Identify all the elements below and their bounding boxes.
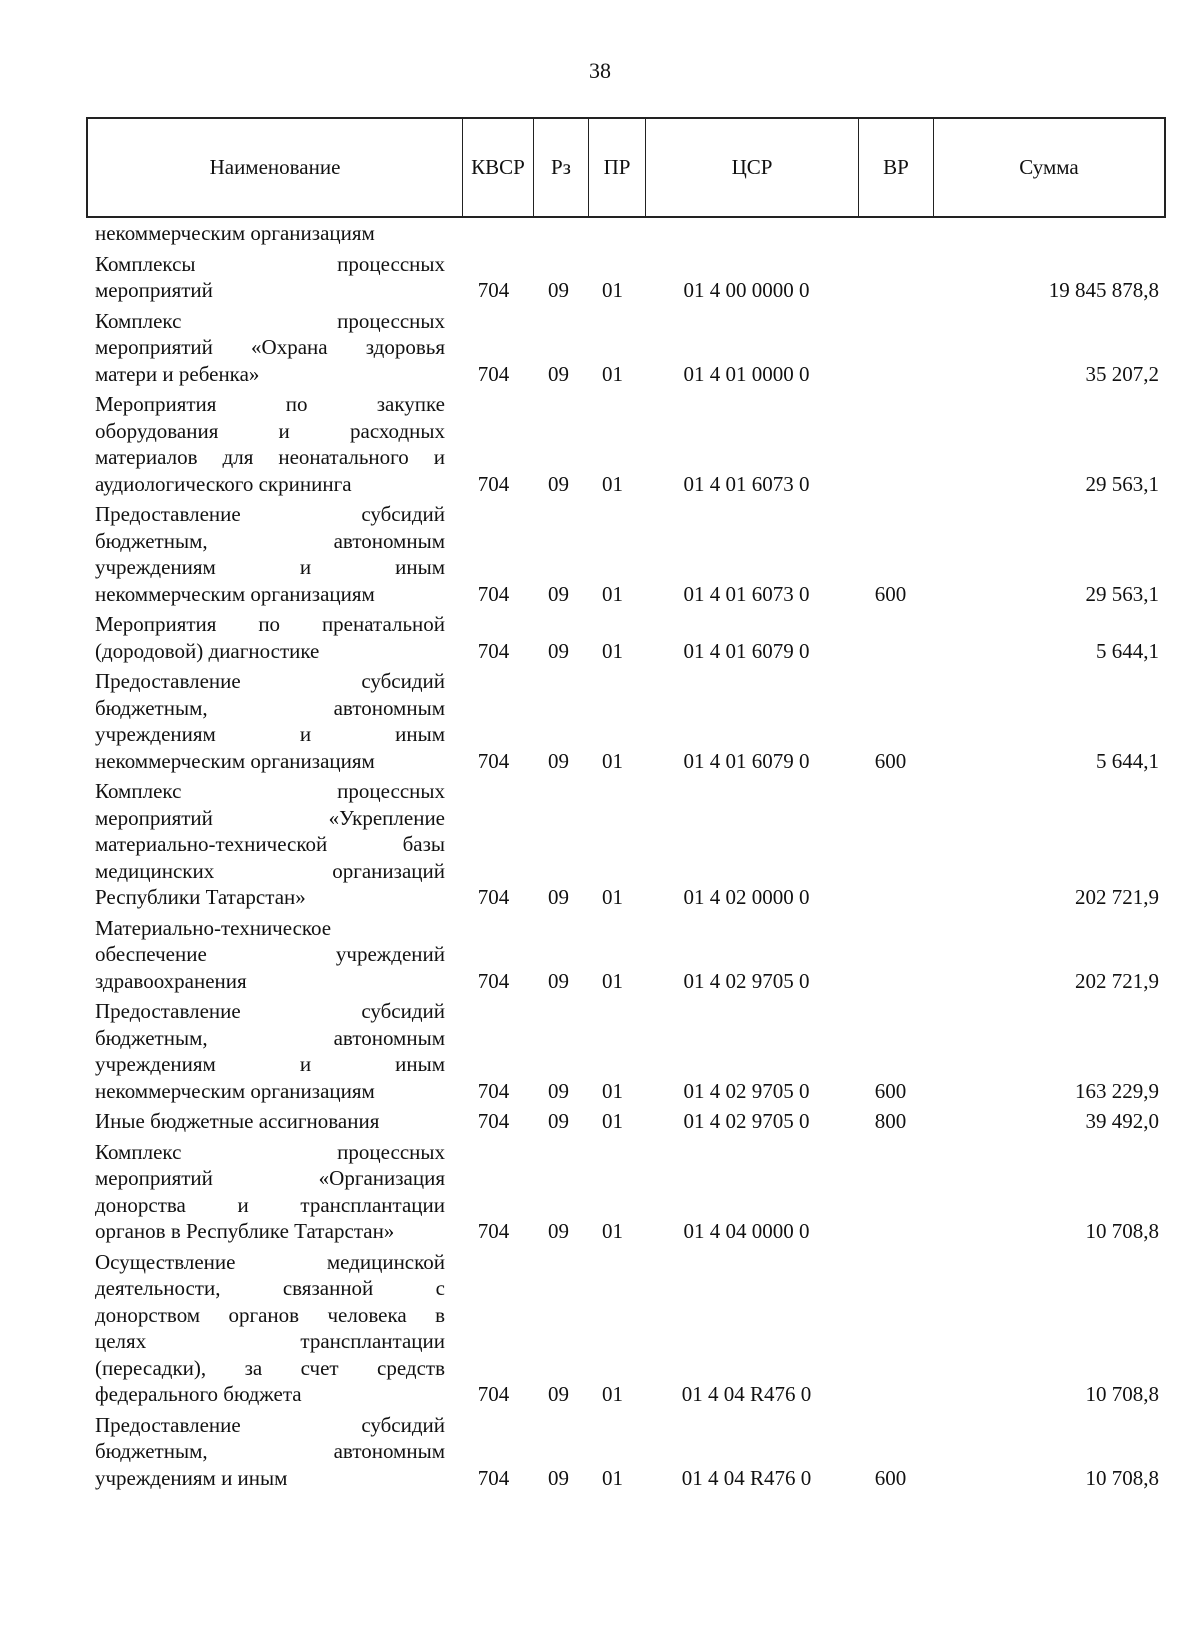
table-row — [95, 220, 1165, 247]
row-name-line: бюджетным, автономным — [95, 1025, 445, 1050]
row-kvsr: 704 — [477, 361, 510, 386]
row-rz: 09 — [548, 581, 569, 606]
row-name-line: здравоохранения — [95, 968, 247, 993]
table-header — [86, 117, 1166, 218]
row-kvsr: 704 — [477, 471, 510, 496]
table-row — [95, 915, 1165, 995]
row-name-line: бюджетным, автономным — [95, 695, 445, 720]
row-sum: 163 229,9 — [1075, 1078, 1159, 1103]
row-pr: 01 — [602, 885, 623, 909]
row-name — [95, 220, 445, 247]
row-csr: 01 4 02 9705 0 — [683, 1109, 810, 1133]
row-name-line: Комплексы процессных — [95, 251, 445, 276]
row-name-line: материалов для неонатального и — [95, 445, 445, 469]
row-pr: 01 — [602, 1382, 623, 1406]
row-name — [95, 1412, 445, 1492]
row-pr: 01 — [602, 361, 623, 386]
row-csr: 01 4 01 6079 0 — [683, 748, 810, 773]
row-name-line: некоммерческим организациям — [95, 748, 375, 773]
header-vr: ВР — [859, 119, 934, 216]
row-name-line: некоммерческим организациям — [95, 221, 375, 245]
row-csr: 01 4 01 6073 0 — [683, 581, 810, 606]
row-rz: 09 — [548, 638, 569, 663]
row-name-line: некоммерческим организациям — [95, 1078, 375, 1103]
row-sum: 5 644,1 — [1096, 748, 1159, 773]
row-rz: 09 — [548, 885, 569, 909]
table-body — [95, 220, 1165, 1495]
row-kvsr: 704 — [477, 748, 510, 773]
row-rz: 09 — [548, 1465, 569, 1490]
row-kvsr: 704 — [477, 1078, 510, 1103]
header-rz: Рз — [534, 119, 589, 216]
row-kvsr: 704 — [477, 581, 510, 606]
page-number: 38 — [589, 58, 611, 83]
row-csr: 01 4 04 R476 0 — [681, 1382, 812, 1406]
header-pr: ПР — [589, 119, 646, 216]
row-csr: 01 4 02 9705 0 — [683, 968, 810, 993]
row-csr: 01 4 00 0000 0 — [683, 278, 810, 302]
row-kvsr: 704 — [477, 638, 510, 663]
row-name-line: (дородовой) диагностике — [95, 638, 320, 663]
row-rz: 09 — [548, 1219, 569, 1243]
row-pr: 01 — [602, 1219, 623, 1243]
row-rz: 09 — [548, 1382, 569, 1406]
row-name-line: Комплекс процессных — [95, 779, 445, 803]
row-name — [95, 998, 445, 1104]
row-rz: 09 — [548, 278, 569, 302]
row-name-line: учреждениям и иным — [95, 722, 445, 746]
row-csr: 01 4 04 R476 0 — [681, 1465, 812, 1490]
row-pr: 01 — [602, 471, 623, 496]
row-rz: 09 — [548, 1109, 569, 1133]
row-name — [95, 251, 445, 304]
table-row — [95, 998, 1165, 1104]
row-name-line: Комплекс процессных — [95, 308, 445, 333]
row-rz: 09 — [548, 748, 569, 773]
row-name — [95, 501, 445, 607]
row-csr: 01 4 02 0000 0 — [683, 885, 810, 909]
row-pr: 01 — [602, 638, 623, 663]
table-row — [95, 391, 1165, 497]
row-sum: 29 563,1 — [1085, 581, 1159, 606]
row-pr: 01 — [602, 1465, 623, 1490]
row-name-line: Мероприятия по закупке — [95, 392, 445, 416]
row-name-line: Республики Татарстан» — [95, 885, 306, 909]
table-row — [95, 308, 1165, 388]
row-name-line: Предоставление субсидий — [95, 669, 445, 693]
row-name-line: федерального бюджета — [95, 1382, 302, 1406]
row-name-line: Предоставление субсидий — [95, 502, 445, 526]
row-pr: 01 — [602, 278, 623, 302]
row-rz: 09 — [548, 471, 569, 496]
row-sum: 5 644,1 — [1096, 638, 1159, 663]
row-name-line: донорства и трансплантации — [95, 1192, 445, 1217]
row-name-line: некоммерческим организациям — [95, 581, 375, 606]
row-name — [95, 778, 445, 911]
row-kvsr: 704 — [477, 968, 510, 993]
row-name-line: Мероприятия по пренатальной — [95, 612, 445, 636]
row-name — [95, 915, 445, 995]
row-vr: 600 — [874, 1465, 907, 1490]
row-sum: 202 721,9 — [1075, 968, 1159, 993]
row-sum: 35 207,2 — [1085, 361, 1159, 386]
row-name — [95, 1139, 445, 1245]
table-row — [95, 1139, 1165, 1245]
row-name — [95, 611, 445, 664]
table-row — [95, 778, 1165, 911]
row-sum: 10 708,8 — [1085, 1382, 1159, 1406]
table-row — [95, 251, 1165, 304]
row-sum: 202 721,9 — [1075, 885, 1159, 909]
row-rz: 09 — [548, 1078, 569, 1103]
row-csr: 01 4 01 0000 0 — [683, 361, 810, 386]
row-rz: 09 — [548, 361, 569, 386]
row-name-line: мероприятий «Укрепление — [95, 805, 445, 830]
row-sum: 10 708,8 — [1085, 1465, 1159, 1490]
row-name-line: оборудования и расходных — [95, 418, 445, 443]
row-name-line: учреждениям и иным — [95, 1052, 445, 1076]
row-csr: 01 4 02 9705 0 — [683, 1078, 810, 1103]
row-sum: 29 563,1 — [1085, 471, 1159, 496]
row-name-line: Осуществление медицинской — [95, 1249, 445, 1274]
row-name — [95, 1249, 445, 1408]
header-csr: ЦСР — [646, 119, 859, 216]
row-csr: 01 4 01 6073 0 — [683, 471, 810, 496]
table-row — [95, 1412, 1165, 1492]
row-pr: 01 — [602, 1109, 623, 1133]
row-kvsr: 704 — [477, 1465, 510, 1490]
table-row — [95, 668, 1165, 774]
row-kvsr: 704 — [477, 1219, 510, 1243]
row-name — [95, 308, 445, 388]
row-name-line: Материально-техническое — [95, 915, 332, 940]
row-name-line: целях трансплантации — [95, 1329, 445, 1353]
row-name-line: мероприятий «Организация — [95, 1166, 445, 1190]
row-name — [95, 1108, 445, 1135]
row-name-line: медицинских организаций — [95, 858, 445, 883]
row-name-line: мероприятий — [95, 278, 213, 302]
row-name-line: Комплекс процессных — [95, 1139, 445, 1164]
header-kvsr: КВСР — [463, 119, 534, 216]
row-name-line: (пересадки), за счет средств — [95, 1355, 445, 1380]
row-csr: 01 4 04 0000 0 — [683, 1219, 810, 1243]
row-name-line: донорством органов человека в — [95, 1302, 445, 1327]
row-sum: 19 845 878,8 — [1048, 278, 1159, 302]
row-kvsr: 704 — [477, 885, 510, 909]
row-vr: 800 — [874, 1109, 907, 1133]
row-name-line: учреждениям и иным — [95, 555, 445, 579]
row-rz: 09 — [548, 968, 569, 993]
row-name-line: Иные бюджетные ассигнования — [95, 1109, 380, 1133]
row-kvsr: 704 — [477, 1382, 510, 1406]
row-pr: 01 — [602, 581, 623, 606]
table-row — [95, 1108, 1165, 1135]
row-name-line: материально-технической базы — [95, 832, 445, 856]
table-row — [95, 501, 1165, 607]
row-pr: 01 — [602, 968, 623, 993]
row-csr: 01 4 01 6079 0 — [683, 638, 810, 663]
row-name-line: Предоставление субсидий — [95, 1412, 445, 1437]
row-name-line: матери и ребенка» — [95, 361, 260, 386]
row-name-line: бюджетным, автономным — [95, 528, 445, 553]
table-row — [95, 611, 1165, 664]
row-name-line: мероприятий «Охрана здоровья — [95, 335, 445, 359]
row-vr: 600 — [874, 1078, 907, 1103]
row-name-line: обеспечение учреждений — [95, 942, 445, 966]
row-sum: 39 492,0 — [1085, 1109, 1159, 1133]
row-name-line: бюджетным, автономным — [95, 1439, 445, 1463]
row-name-line: органов в Республике Татарстан» — [95, 1219, 395, 1243]
row-kvsr: 704 — [477, 278, 510, 302]
row-kvsr: 704 — [477, 1109, 510, 1133]
row-vr: 600 — [874, 581, 907, 606]
row-sum: 10 708,8 — [1085, 1219, 1159, 1243]
row-name-line: аудиологического скрининга — [95, 471, 352, 496]
row-name-line: учреждениям и иным — [95, 1465, 288, 1490]
row-name — [95, 668, 445, 774]
row-name-line: Предоставление субсидий — [95, 999, 445, 1023]
row-name — [95, 391, 445, 497]
table-row — [95, 1249, 1165, 1408]
header-sum: Сумма — [1019, 155, 1079, 179]
header-name: Наименование — [88, 119, 463, 216]
row-vr: 600 — [874, 748, 907, 773]
row-pr: 01 — [602, 748, 623, 773]
row-name-line: деятельности, связанной с — [95, 1276, 445, 1300]
row-pr: 01 — [602, 1078, 623, 1103]
